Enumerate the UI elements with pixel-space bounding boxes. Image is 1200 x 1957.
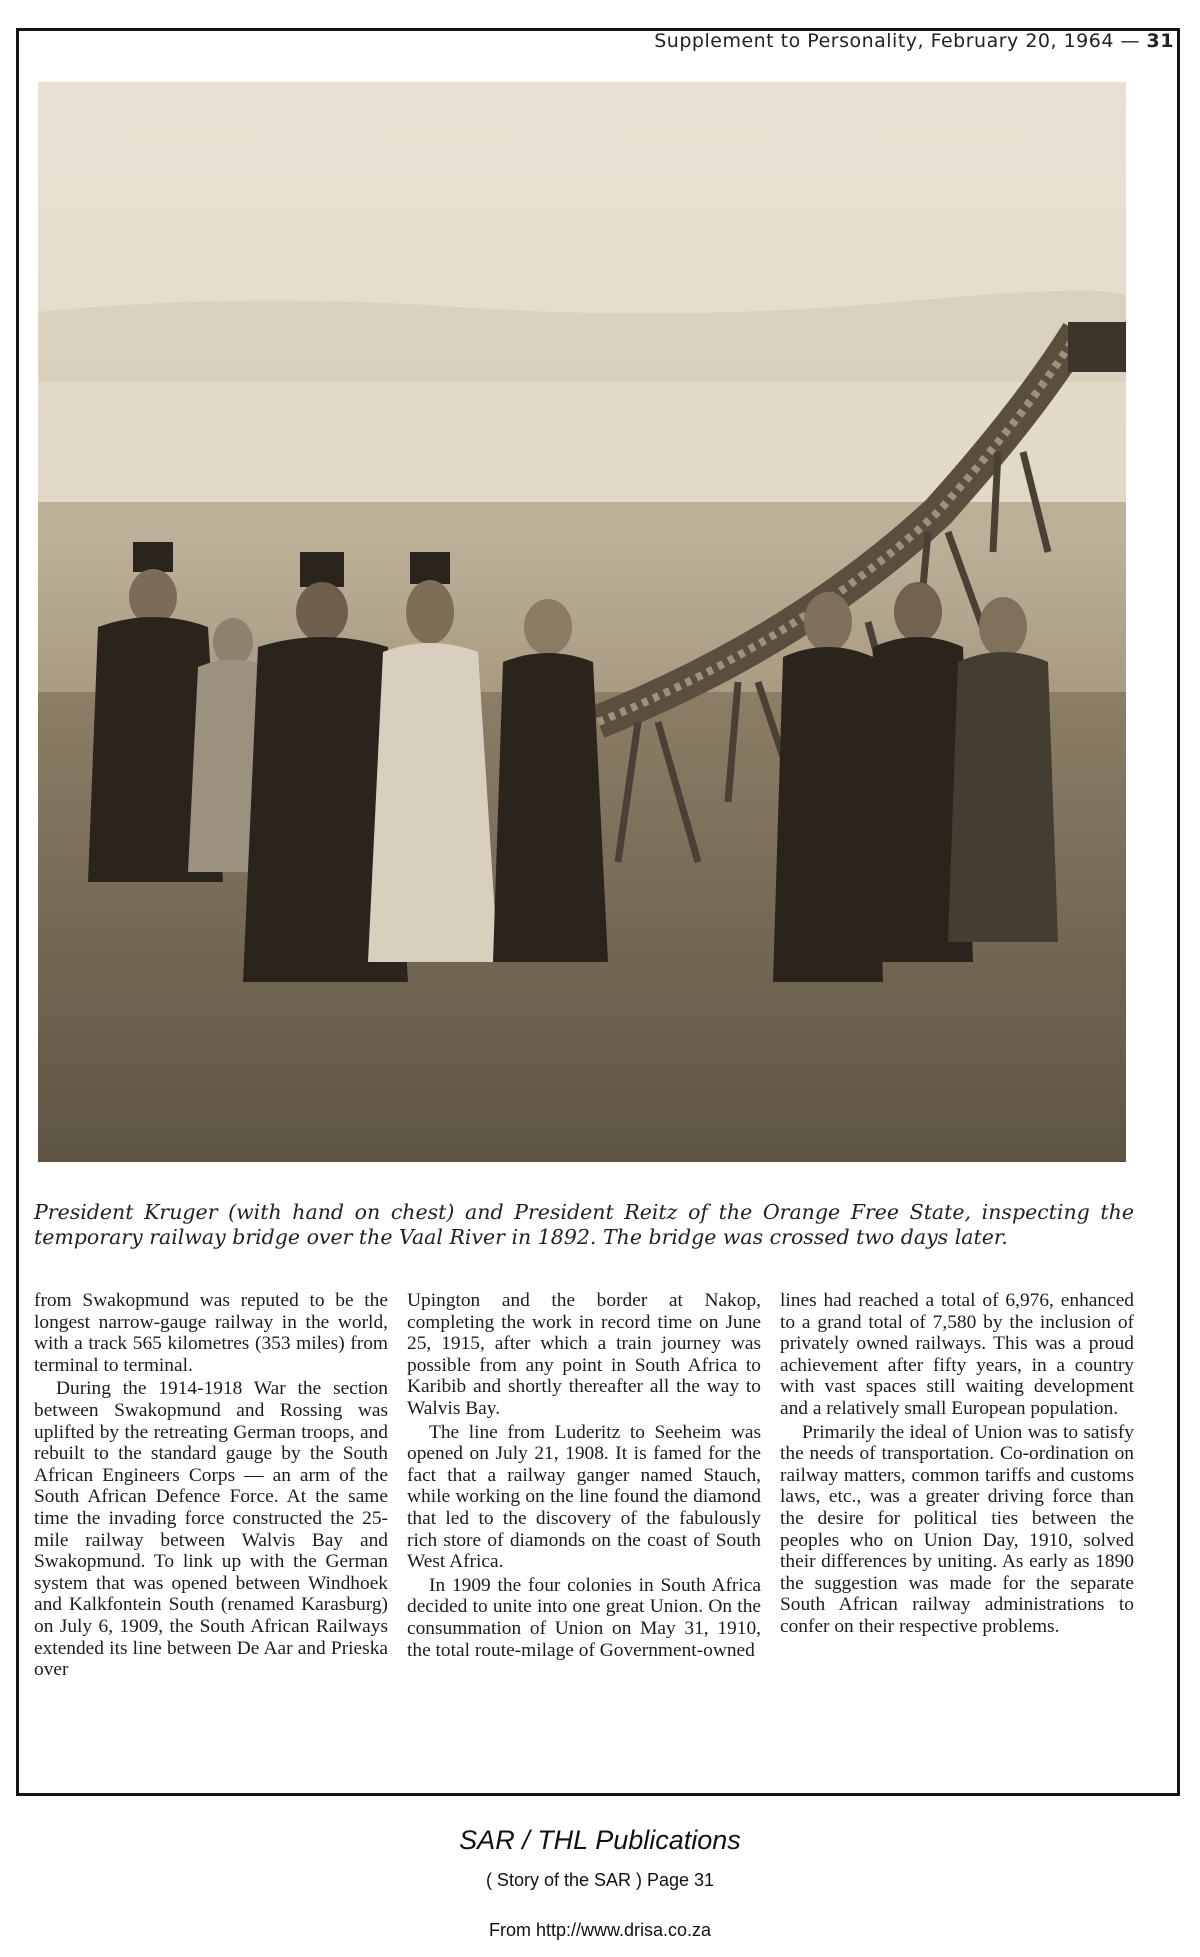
- article-column-3: [780, 1290, 1134, 1681]
- paragraph: Primarily the ideal of Union was to satisfy the needs of transportation. Co-ordination on railway matters, common tariffs and customs laws, etc., was a greater driving force than the desire for political ties between the peoples who on Union Day, 1910, solved their differences by uniting. As early as 1890 the suggestion was made for the separate South African railway administrations to confer on their respective problems.: [780, 1421, 1134, 1637]
- footer-title: SAR / THL Publications: [459, 1825, 741, 1855]
- paragraph: Upington and the border at Nakop, completing the work in record time on June 25, 1915, after which a train journey was possible from any point in South Africa to Karibib and shortly thereafter all the way to Walvis Bay.: [407, 1290, 761, 1419]
- article-column-2: [407, 1290, 761, 1681]
- paragraph: The line from Luderitz to Seeheim was opened on July 21, 1908. It is famed for the fact that a railway ganger named Stauch, while working on the line found the diamond that led to the discovery of the fabulously rich store of diamonds on the coast of South West Africa.: [407, 1421, 761, 1573]
- header-text: Supplement to Personality, February 20, 1964 —: [654, 30, 1140, 52]
- paragraph: from Swakopmund was reputed to be the longest narrow-gauge railway in the world, with a track 565 kilometres (353 miles) from terminal to terminal.: [34, 1290, 388, 1376]
- paragraph: In 1909 the four colonies in South Africa decided to unite into one great Union. On the consummation of Union on May 31, 1910, the total route-milage of Government-owned: [407, 1574, 761, 1661]
- photograph-illustration: [38, 82, 1126, 1162]
- footer-source: From http://www.drisa.co.za: [488, 1920, 712, 1940]
- page-header: [654, 30, 1174, 52]
- paragraph: During the 1914-1918 War the section between Swakopmund and Rossing was uplifted by the retreating German troops, and rebuilt to the standard gauge by the South African Engineers Corps — an arm of the South African Defence Force. At the same time the invading force constructed the 25-mile railway between Walvis Bay and Swakopmund. To link up with the German system that was opened between Windhoek and Kalkfontein South (renamed Karasburg) on July 6, 1909, the South African Railways extended its line between De Aar and Prieska over: [34, 1378, 388, 1681]
- paragraph: lines had reached a total of 6,976, enhanced to a grand total of 7,580 by the inclusion of privately owned railways. This was a proud achievement after fifty years, in a country with vast spaces still waiting development and a relatively small European population.: [780, 1290, 1134, 1419]
- photo-caption: President Kruger (with hand on chest) and President Reitz of the Orange Free State, inspecting the temporary railway bridge over the Vaal River in 1892. The bridge was crossed two days later.: [34, 1200, 1134, 1249]
- historical-photograph: [38, 82, 1126, 1162]
- article-columns: [34, 1290, 1134, 1681]
- header-page-number: 31: [1146, 30, 1174, 52]
- footer-subtitle: ( Story of the SAR ) Page 31: [485, 1870, 715, 1890]
- article-column-1: [34, 1290, 388, 1681]
